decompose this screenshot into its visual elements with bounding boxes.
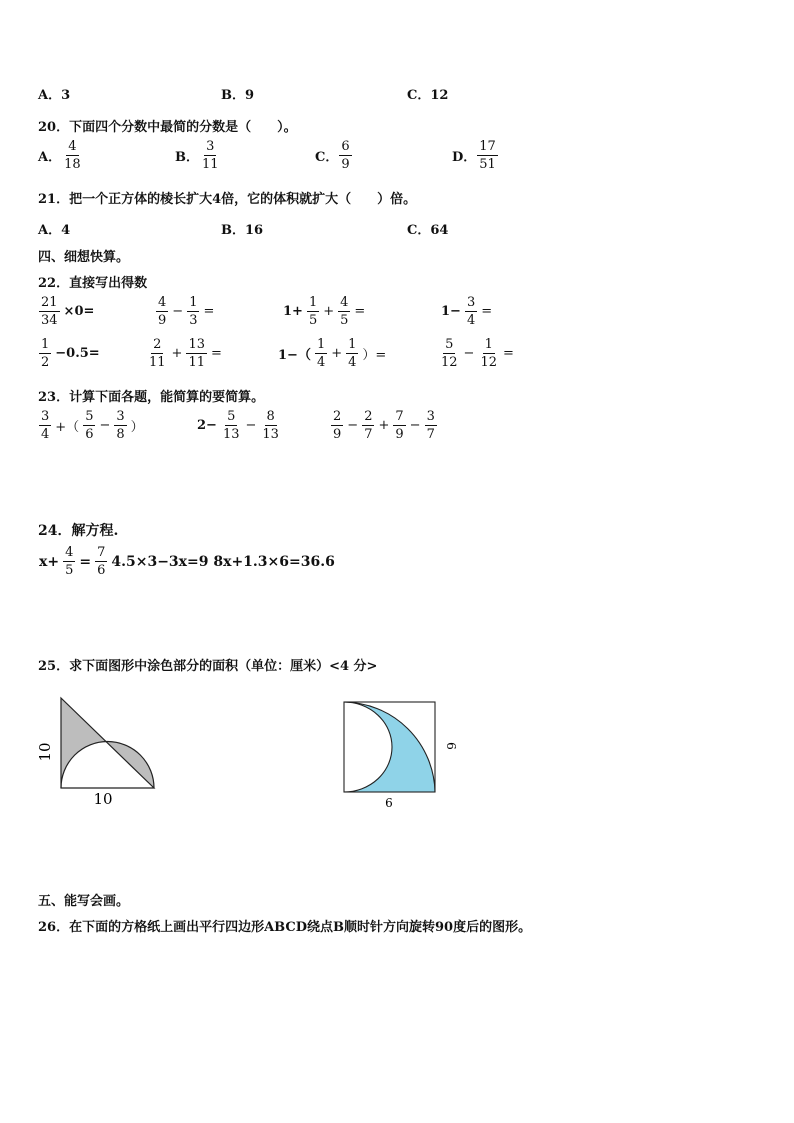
equation-text: 4.5×3−3x=9 8x+1.3×6=36.6 xyxy=(111,553,335,570)
denominator: 7 xyxy=(426,427,435,442)
denominator: 13 xyxy=(262,427,279,442)
operator: − xyxy=(463,346,475,361)
numerator: 6 xyxy=(341,139,350,154)
fraction xyxy=(156,296,168,327)
operator: ）= xyxy=(362,348,387,363)
fraction xyxy=(200,140,221,171)
denominator: 4 xyxy=(466,313,476,328)
fig1-bottom-label: 10 xyxy=(93,790,113,808)
numerator: 3 xyxy=(41,409,50,424)
denominator: 11 xyxy=(149,355,166,370)
q19-option-a: A．3 xyxy=(38,88,71,103)
denominator: 6 xyxy=(97,563,106,578)
denominator: 11 xyxy=(188,355,205,370)
numerator: 4 xyxy=(68,139,77,154)
fraction xyxy=(95,546,107,577)
numerator: 3 xyxy=(206,139,215,154)
denominator: 4 xyxy=(348,355,357,370)
denominator: 7 xyxy=(364,427,373,442)
fraction xyxy=(39,296,60,327)
q25-figure-1 xyxy=(30,690,170,810)
numerator: 3 xyxy=(426,409,435,424)
q23-expression-1 xyxy=(38,410,145,441)
fraction xyxy=(187,296,199,327)
fraction xyxy=(62,140,83,171)
operator: ） xyxy=(130,420,144,435)
denominator: 13 xyxy=(222,427,240,442)
numerator: 5 xyxy=(85,409,94,424)
q22-expression-6 xyxy=(146,338,223,369)
operator: ×0= xyxy=(63,304,95,319)
numerator: 4 xyxy=(65,545,74,560)
numerator: 7 xyxy=(395,409,404,424)
fig2-side-label: 6 xyxy=(444,742,458,750)
denominator: 18 xyxy=(64,157,81,172)
section-5-heading: 五、能写会画。 xyxy=(38,894,130,909)
operator: − xyxy=(409,418,421,433)
q20-option-a xyxy=(38,140,84,171)
denominator: 12 xyxy=(480,355,497,370)
denominator: 6 xyxy=(85,427,94,442)
numerator: 2 xyxy=(364,409,373,424)
denominator: 5 xyxy=(340,313,349,328)
q21-option-c: C．64 xyxy=(407,223,449,238)
numerator: 1 xyxy=(484,337,493,352)
option-label: D． xyxy=(452,150,477,165)
fraction xyxy=(147,338,168,369)
fraction xyxy=(331,410,343,441)
numerator: 17 xyxy=(479,139,496,154)
operator: 1−（ xyxy=(278,348,311,363)
operator: = xyxy=(79,553,92,570)
q22-expression-8 xyxy=(438,338,515,369)
q26-question: 26．在下面的方格纸上画出平行四边形ABCD绕点B顺时针方向旋转90度后的图形。 xyxy=(38,920,532,935)
fraction xyxy=(63,546,75,577)
fraction xyxy=(83,410,95,441)
numerator: 5 xyxy=(227,409,236,424)
q21-question: 21．把一个正方体的棱长扩大4倍，它的体积就扩大（ ）倍。 xyxy=(38,192,417,207)
q23-title: 23．计算下面各题，能简算的要简算。 xyxy=(38,390,265,405)
fraction xyxy=(307,296,319,327)
q20-option-d xyxy=(452,140,499,171)
operator: + xyxy=(331,346,343,361)
q23-expression-3 xyxy=(330,410,438,441)
denominator: 9 xyxy=(341,157,350,172)
fraction xyxy=(338,296,350,327)
operator: = xyxy=(211,346,222,361)
denominator: 3 xyxy=(189,313,198,328)
numerator: 5 xyxy=(445,337,454,352)
operator: 2− xyxy=(197,418,217,433)
denominator: 11 xyxy=(202,157,219,172)
operator: = xyxy=(503,346,514,361)
shaded-crescent xyxy=(344,702,435,792)
denominator: 5 xyxy=(65,563,74,578)
q25-figure-2 xyxy=(335,696,460,814)
fraction xyxy=(39,338,51,369)
fraction xyxy=(346,338,358,369)
fraction xyxy=(260,410,281,441)
numerator: 7 xyxy=(97,545,106,560)
fraction xyxy=(39,410,51,441)
fraction xyxy=(439,338,460,369)
q22-expression-7 xyxy=(277,338,387,369)
q22-expression-3 xyxy=(282,296,366,327)
numerator: 1 xyxy=(41,337,50,352)
q22-expression-1 xyxy=(38,296,95,327)
numerator: 1 xyxy=(308,295,318,310)
numerator: 3 xyxy=(466,295,476,310)
fraction xyxy=(465,296,477,327)
q21-option-b: B．16 xyxy=(221,223,264,238)
denominator: 9 xyxy=(158,313,167,328)
numerator: 1 xyxy=(348,337,357,352)
option-label: B． xyxy=(175,150,199,165)
numerator: 13 xyxy=(188,337,205,352)
operator: − xyxy=(245,418,257,433)
operator: 1+ xyxy=(283,304,303,319)
operator: −0.5= xyxy=(55,346,100,361)
fraction xyxy=(315,338,327,369)
q24-title: 24．解方程. xyxy=(38,523,119,539)
numerator: 2 xyxy=(153,337,162,352)
numerator: 21 xyxy=(41,295,58,310)
fraction xyxy=(477,140,498,171)
denominator: 5 xyxy=(308,313,318,328)
q20-option-b xyxy=(175,140,222,171)
operator: x+ xyxy=(39,553,60,570)
operator: 1− xyxy=(441,304,461,319)
fig1-side-label: 10 xyxy=(36,742,54,762)
operator: = xyxy=(203,304,215,319)
operator: + xyxy=(171,346,183,361)
section-4-heading: 四、细想快算。 xyxy=(38,250,130,265)
operator: = xyxy=(354,304,366,319)
fig2-bottom-label: 6 xyxy=(385,796,393,810)
fraction xyxy=(186,338,207,369)
q22-expression-5 xyxy=(38,338,101,369)
q22-expression-4 xyxy=(440,296,493,327)
denominator: 4 xyxy=(41,427,50,442)
operator: + xyxy=(378,418,390,433)
denominator: 9 xyxy=(395,427,404,442)
q22-expression-2 xyxy=(155,296,215,327)
q21-option-a: A．4 xyxy=(38,223,71,238)
operator: − xyxy=(99,418,111,433)
denominator: 12 xyxy=(441,355,458,370)
q19-option-c: C．12 xyxy=(407,88,449,103)
q22-title: 22．直接写出得数 xyxy=(38,276,148,291)
numerator: 1 xyxy=(189,295,198,310)
operator: = xyxy=(481,304,493,319)
fraction xyxy=(393,410,405,441)
fraction xyxy=(362,410,374,441)
fraction xyxy=(478,338,499,369)
denominator: 2 xyxy=(41,355,50,370)
q25-title: 25．求下面图形中涂色部分的面积（单位：厘米）<4 分> xyxy=(38,659,378,674)
numerator: 3 xyxy=(116,409,125,424)
operator: + xyxy=(323,304,335,319)
denominator: 34 xyxy=(41,313,58,328)
q19-option-b: B．9 xyxy=(221,88,255,103)
fraction xyxy=(425,410,437,441)
numerator: 4 xyxy=(158,295,167,310)
q20-question: 20．下面四个分数中最简的分数是（ ）。 xyxy=(38,120,297,135)
fraction xyxy=(339,140,351,171)
denominator: 8 xyxy=(116,427,125,442)
denominator: 9 xyxy=(333,427,342,442)
numerator: 4 xyxy=(340,295,349,310)
q20-option-c xyxy=(315,140,353,171)
denominator: 4 xyxy=(316,355,326,370)
fraction xyxy=(221,410,242,441)
numerator: 2 xyxy=(333,409,342,424)
q24-equations xyxy=(38,546,336,577)
q23-expression-2 xyxy=(196,410,282,441)
operator: − xyxy=(347,418,359,433)
operator: − xyxy=(172,304,184,319)
numerator: 8 xyxy=(266,409,275,424)
option-label: A． xyxy=(38,150,62,165)
numerator: 1 xyxy=(316,337,326,352)
fraction xyxy=(114,410,126,441)
denominator: 51 xyxy=(479,157,496,172)
option-label: C． xyxy=(315,150,339,165)
operator: +（ xyxy=(55,420,80,435)
